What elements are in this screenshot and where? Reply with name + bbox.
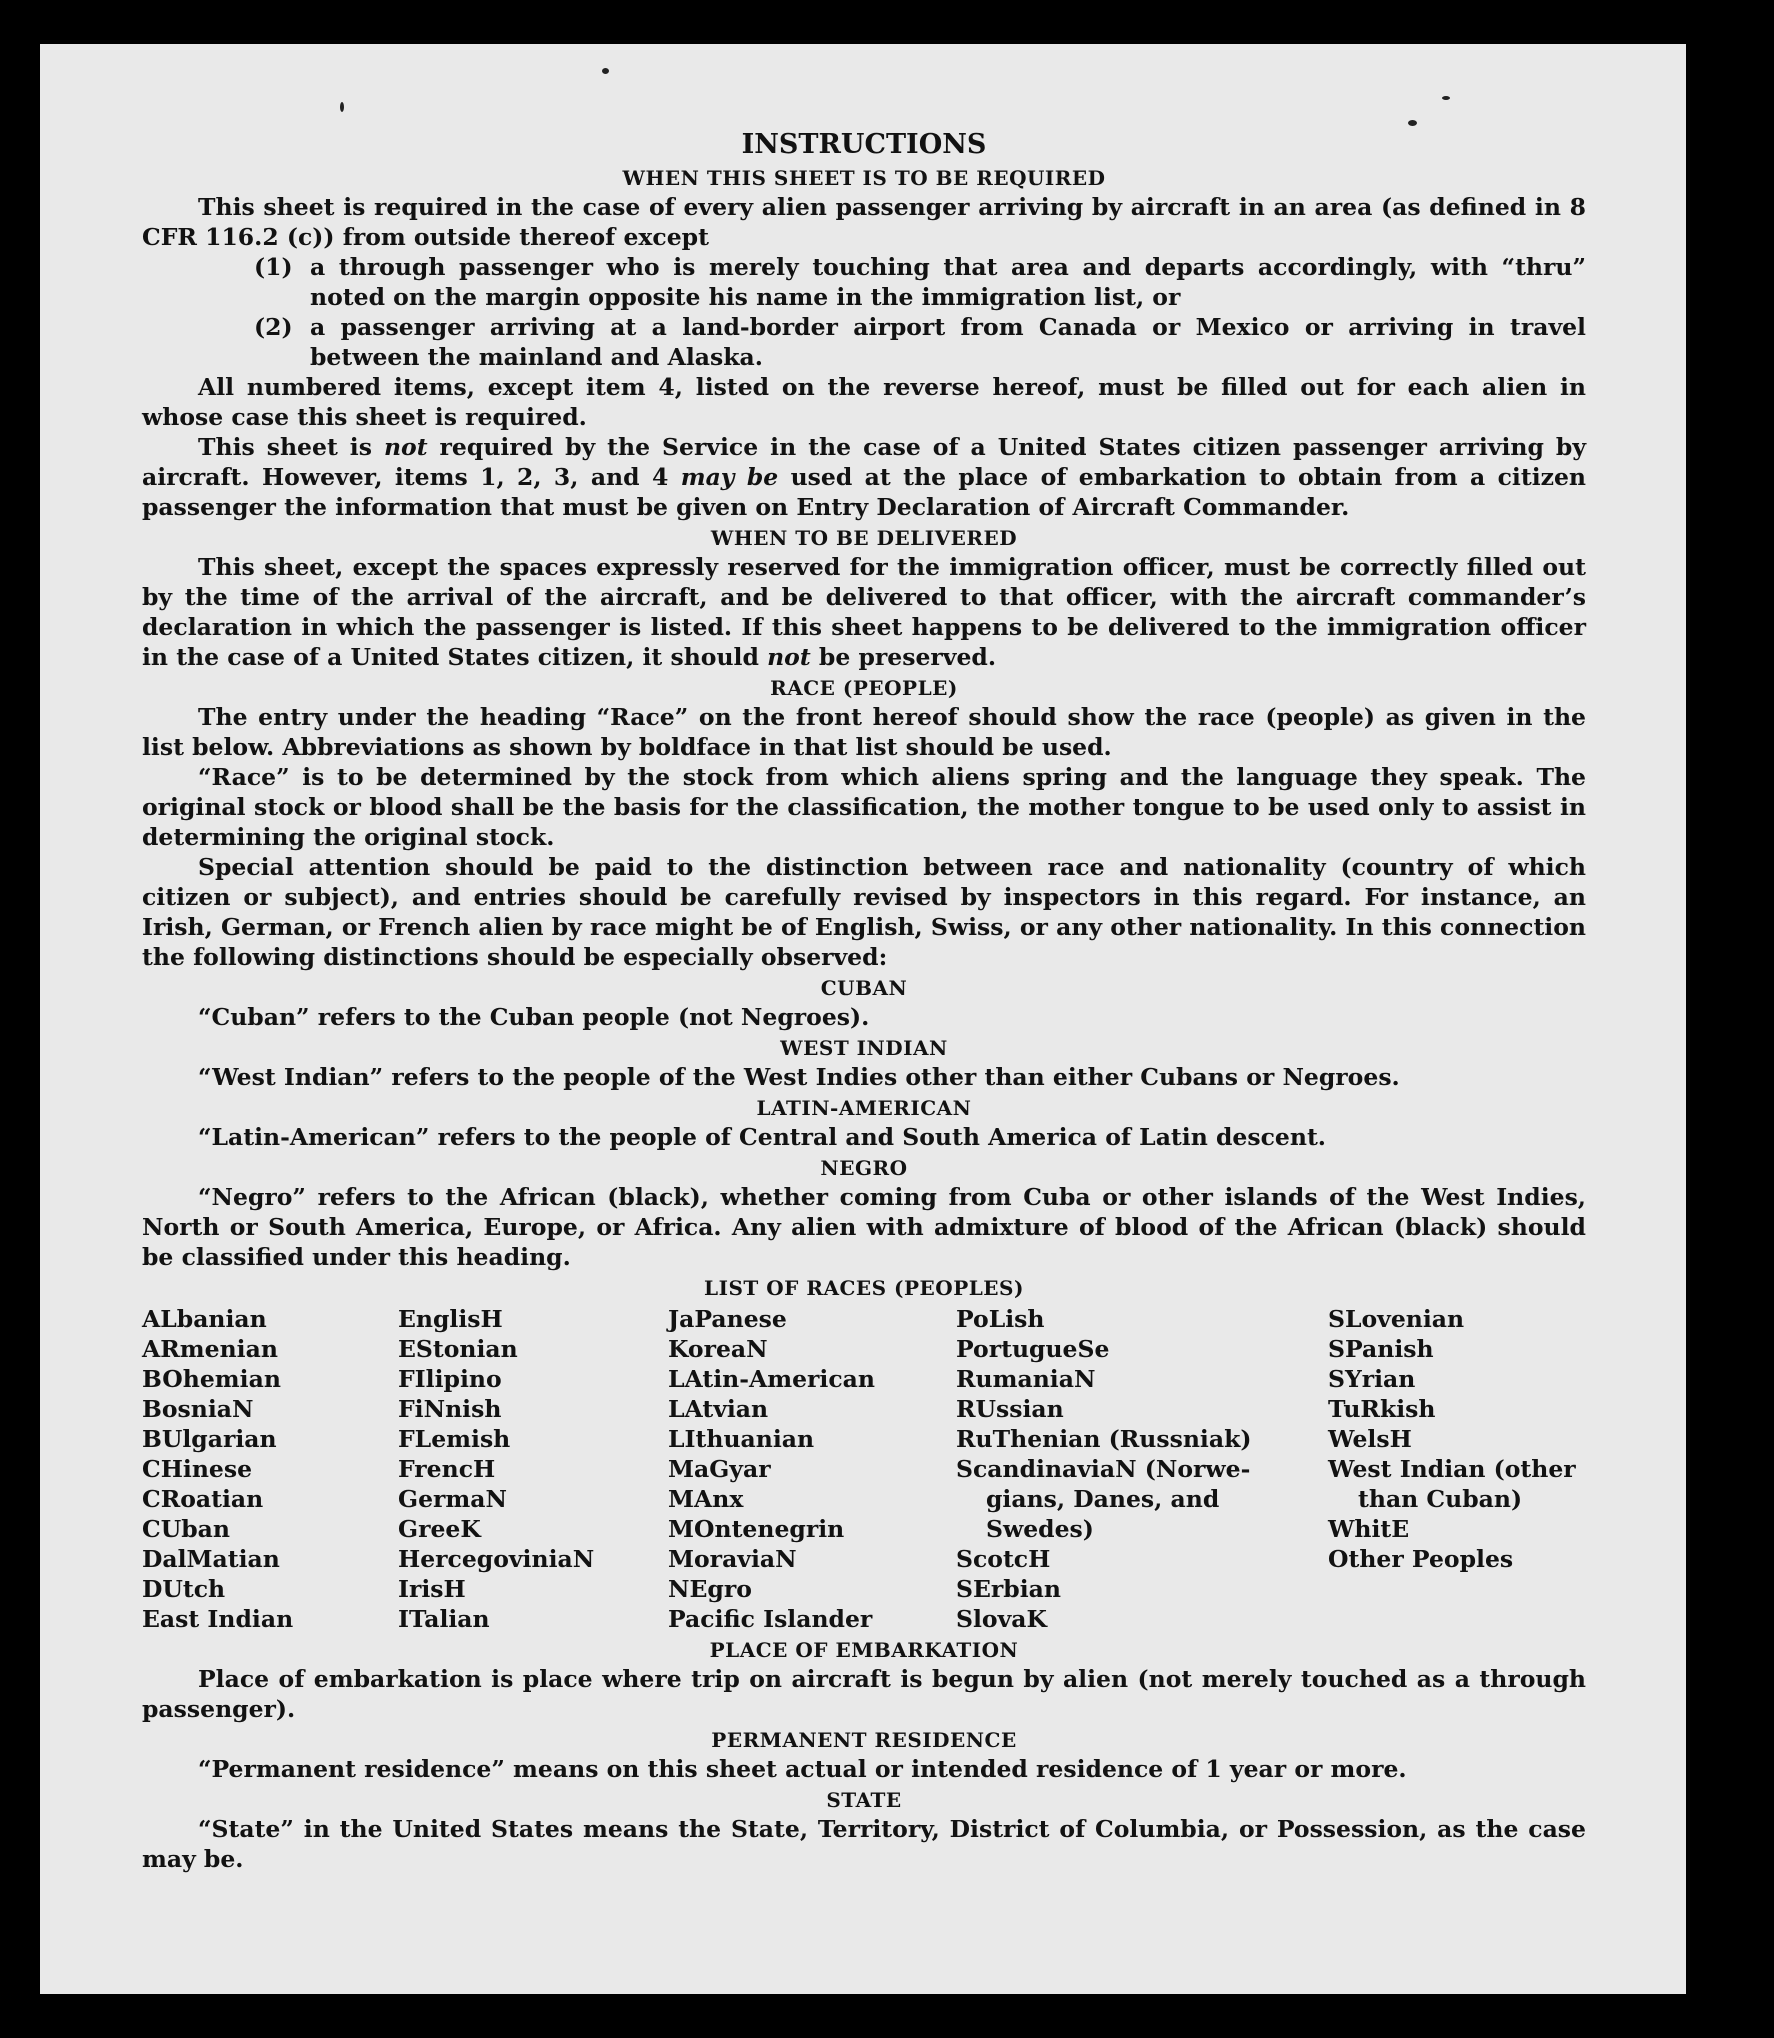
race-entry-continued: gians, Danes, and [986, 1485, 1220, 1513]
race-entry: BUlgarian [142, 1425, 277, 1453]
paragraph [142, 432, 1586, 522]
paragraph: “State” in the United States means the State, Territory, District of Columbia, or Possession, as the case may be. [142, 1815, 1586, 1873]
ink-speck [340, 102, 344, 112]
race-column [956, 1304, 1328, 1634]
race-entry: JaPanese [668, 1305, 787, 1333]
section-heading: LIST OF RACES (PEOPLES) [704, 1276, 1024, 1300]
race-entry: CHinese [142, 1455, 253, 1483]
race-entry: LIthuanian [668, 1425, 815, 1453]
text-span: required by the Service in the case of a United States citizen passenger arriving by aircraft. However, items 1, 2, 3, and 4 [142, 433, 1586, 491]
paragraph: “Permanent residence” means on this sheet actual or intended residence of 1 year or more. [198, 1755, 1407, 1783]
race-entry: BOhemian [142, 1365, 281, 1393]
paragraph: “Negro” refers to the African (black), whether coming from Cuba or other islands of the West Indies, North or South America, Europe, or Africa. Any alien with admixture of blood of the African (black) should be classified under this heading. [142, 1183, 1586, 1271]
race-entry: PoLish [956, 1305, 1045, 1333]
race-entry: LAtvian [668, 1395, 769, 1423]
section-heading: STATE [826, 1788, 902, 1812]
race-entry: SErbian [956, 1575, 1061, 1603]
race-column [668, 1304, 956, 1634]
paragraph: “Race” is to be determined by the stock from which aliens spring and the language they speak. The original stock or blood shall be the basis for the classification, the mother tongue to be used only to assist in determining the original stock. [142, 763, 1586, 851]
paragraph: “West Indian” refers to the people of the West Indies other than either Cubans or Negroes. [198, 1063, 1400, 1091]
race-entry: FrencH [398, 1455, 496, 1483]
race-entry: GreeK [398, 1515, 481, 1543]
text-span: This sheet, except the spaces expressly reserved for the immigration officer, must be correctly filled out by the time of the arrival of the aircraft, and be delivered to that officer, with the aircraft commander’s declaration in which the passenger is listed. If this sheet happens to be delivered to the immigration officer in the case of a United States citizen, it should [142, 553, 1586, 671]
paragraph: “Latin-American” refers to the people of Central and South America of Latin descent. [198, 1123, 1326, 1151]
emphasis: not [767, 643, 811, 671]
race-list [142, 1304, 1586, 1634]
page-title: INSTRUCTIONS [741, 129, 987, 160]
ink-speck [602, 68, 609, 74]
race-entry: East Indian [142, 1605, 294, 1633]
paragraph: All numbered items, except item 4, listed on the reverse hereof, must be filled out for each alien in whose case this sheet is required. [142, 373, 1586, 431]
race-column [142, 1304, 398, 1634]
race-entry: SLovenian [1328, 1305, 1465, 1333]
item-text: a through passenger who is merely touching that area and departs accordingly, with “thru” noted on the margin opposite his name in the immigration list, or [310, 253, 1586, 311]
section-heading: WEST INDIAN [780, 1036, 948, 1060]
race-entry: RumaniaN [956, 1365, 1096, 1393]
section-heading: WHEN TO BE DELIVERED [710, 526, 1018, 550]
race-entry: IrisH [398, 1575, 466, 1603]
race-entry: ARmenian [142, 1335, 278, 1363]
item-text: a passenger arriving at a land-border airport from Canada or Mexico or arriving in travel between the mainland and Alaska. [310, 313, 1586, 371]
instructions-text [142, 128, 1586, 1874]
section-heading: NEGRO [820, 1156, 908, 1180]
paragraph: “Cuban” refers to the Cuban people (not Negroes). [198, 1003, 870, 1031]
race-entry: EStonian [398, 1335, 518, 1363]
race-entry: KoreaN [668, 1335, 768, 1363]
list-item [142, 312, 1586, 372]
race-entry: RuThenian (Russniak) [956, 1425, 1252, 1453]
race-entry: MaGyar [668, 1455, 771, 1483]
race-entry: West Indian (other [1328, 1455, 1576, 1483]
race-entry: WelsH [1328, 1425, 1412, 1453]
paragraph: The entry under the heading “Race” on the front hereof should show the race (people) as given in the list below. Abbreviations as shown by boldface in that list should be used. [142, 703, 1586, 761]
section-heading: WHEN THIS SHEET IS TO BE REQUIRED [622, 166, 1106, 190]
ink-speck [1442, 96, 1450, 100]
race-entry: NEgro [668, 1575, 752, 1603]
item-number: (2) [254, 313, 293, 341]
ink-speck [1408, 120, 1417, 126]
race-entry: GermaN [398, 1485, 507, 1513]
race-entry: Pacific Islander [668, 1605, 873, 1633]
race-entry: LAtin-American [668, 1365, 875, 1393]
section-heading: CUBAN [820, 976, 908, 1000]
text-span: be preserved. [810, 643, 997, 671]
item-number: (1) [254, 253, 293, 281]
race-entry: RUssian [956, 1395, 1064, 1423]
race-entry: CRoatian [142, 1485, 264, 1513]
race-entry: MOntenegrin [668, 1515, 845, 1543]
race-entry: SlovaK [956, 1605, 1047, 1633]
paragraph: Special attention should be paid to the distinction between race and nationality (country of which citizen or subject), and entries should be carefully revised by inspectors in this regard. For instance, an Irish, German, or French alien by race might be of English, Swiss, or any other nationality. In this connection the following distinctions should be especially observed: [142, 853, 1586, 971]
race-entry: ALbanian [142, 1305, 267, 1333]
text-span: used at the place of embarkation to obtain from a citizen passenger the information that must be given on Entry Declaration of Aircraft Commander. [142, 463, 1587, 521]
race-entry: CUban [142, 1515, 230, 1543]
emphasis: may be [680, 463, 779, 491]
race-entry: ScotcH [956, 1545, 1051, 1573]
race-entry: DUtch [142, 1575, 226, 1603]
paragraph [142, 552, 1586, 672]
race-entry: HercegoviniaN [398, 1545, 595, 1573]
race-entry-continued: than Cuban) [1358, 1485, 1523, 1513]
section-heading: RACE (PEOPLE) [770, 676, 958, 700]
race-entry: SPanish [1328, 1335, 1434, 1363]
race-entry: FIlipino [398, 1365, 502, 1393]
race-entry: PortugueSe [956, 1335, 1110, 1363]
paragraph: Place of embarkation is place where trip on aircraft is begun by alien (not merely touched as a through passenger). [142, 1665, 1586, 1723]
race-entry: FLemish [398, 1425, 511, 1453]
race-entry: SYrian [1328, 1365, 1416, 1393]
race-entry: MAnx [668, 1485, 744, 1513]
race-entry-continued: Swedes) [986, 1515, 1094, 1543]
list-item [142, 252, 1586, 312]
race-entry: ScandinaviaN (Norwe- [956, 1455, 1251, 1483]
race-column [398, 1304, 668, 1634]
race-entry: EnglisH [398, 1305, 503, 1333]
race-entry: BosniaN [142, 1395, 254, 1423]
paragraph: This sheet is required in the case of every alien passenger arriving by aircraft in an area (as defined in 8 CFR 116.2 (c)) from outside thereof except [142, 193, 1586, 251]
text-span: This sheet is [198, 433, 384, 461]
section-heading: PLACE OF EMBARKATION [709, 1638, 1019, 1662]
race-entry: WhitE [1328, 1515, 1410, 1543]
race-entry: FiNnish [398, 1395, 502, 1423]
race-entry: MoraviaN [668, 1545, 797, 1573]
race-entry: DalMatian [142, 1545, 280, 1573]
race-entry: Other Peoples [1328, 1545, 1514, 1573]
document-page [40, 44, 1686, 1994]
section-heading: PERMANENT RESIDENCE [711, 1728, 1017, 1752]
race-entry: TuRkish [1328, 1395, 1436, 1423]
race-column [1328, 1304, 1586, 1634]
race-entry: ITalian [398, 1605, 490, 1633]
section-heading: LATIN-AMERICAN [756, 1096, 972, 1120]
emphasis: not [383, 433, 428, 461]
